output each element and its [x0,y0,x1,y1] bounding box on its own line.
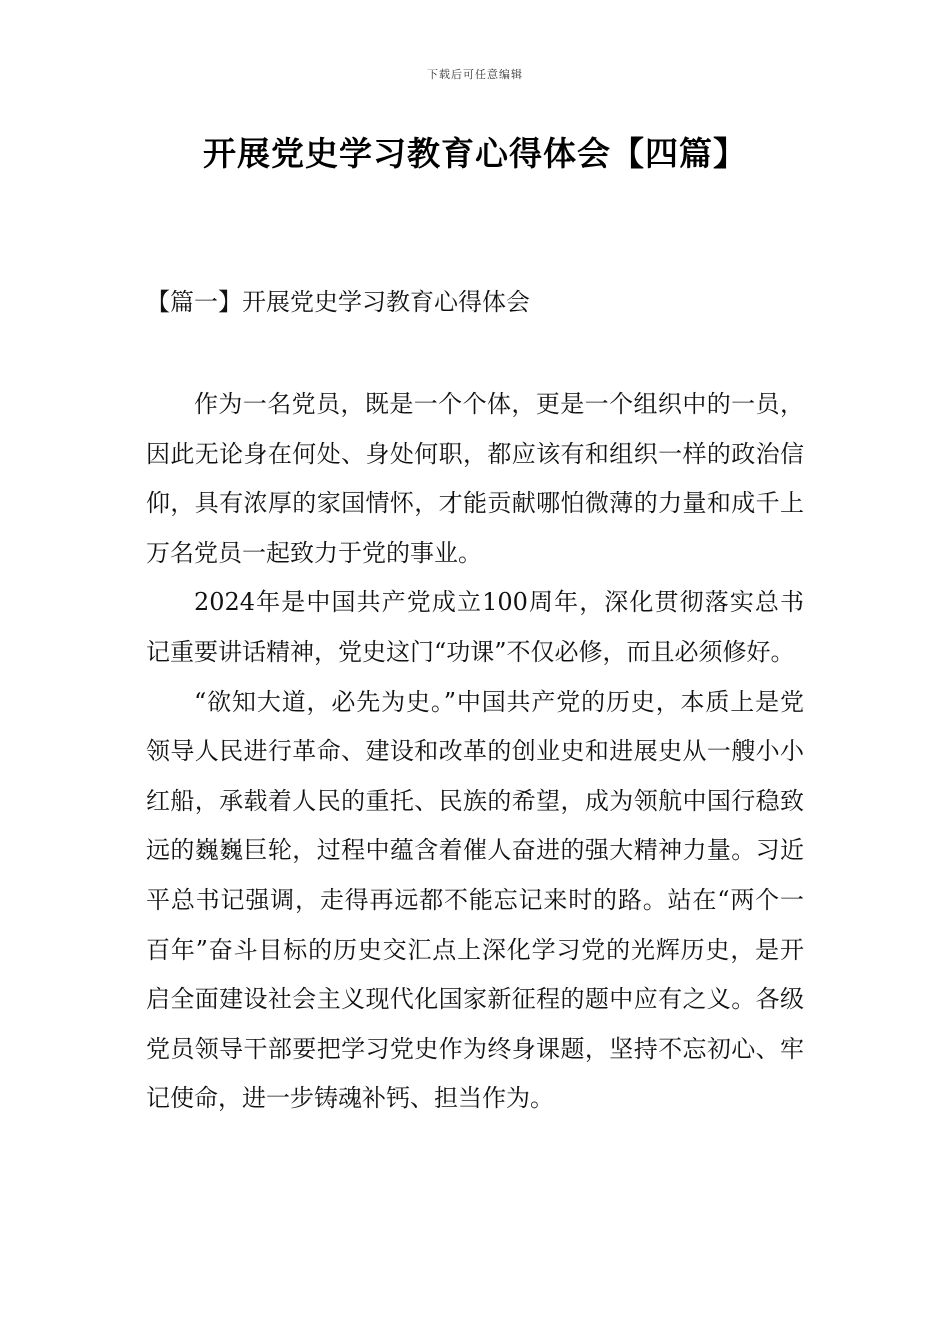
section-heading: 【篇一】开展党史学习教育心得体会 [146,288,530,316]
header-note: 下载后可任意编辑 [427,68,523,81]
document-body [146,380,804,1124]
document-title: 开展党史学习教育心得体会【四篇】 [203,134,747,173]
body-paragraph-1: 作为一名党员，既是一个个体，更是一个组织中的一员，因此无论身在何处、身处何职，都应该有和组织一样的政治信仰，具有浓厚的家国情怀，才能贡献哪怕微薄的力量和成千上万名党员一起致力于党的事业。 [146,390,804,567]
body-paragraph-2: 2024年是中国共产党成立100周年，深化贯彻落实总书记重要讲话精神，党史这门“功课”不仅必修，而且必须修好。 [146,588,804,666]
body-paragraph-3: “欲知大道，必先为史。”中国共产党的历史，本质上是党领导人民进行革命、建设和改革的创业史和进展史从一艘小小红船，承载着人民的重托、民族的希望，成为领航中国行稳致远的巍巍巨轮，过程中蕴含着催人奋进的强大精神力量。习近平总书记强调，走得再远都不能忘记来时的路。站在“两个一百年”奋斗目标的历史交汇点上深化学习党的光辉历史，是开启全面建设社会主义现代化国家新征程的题中应有之义。各级党员领导干部要把学习党史作为终身课题，坚持不忘初心、牢记使命，进一步铸魂补钙、担当作为。 [146,687,804,1113]
